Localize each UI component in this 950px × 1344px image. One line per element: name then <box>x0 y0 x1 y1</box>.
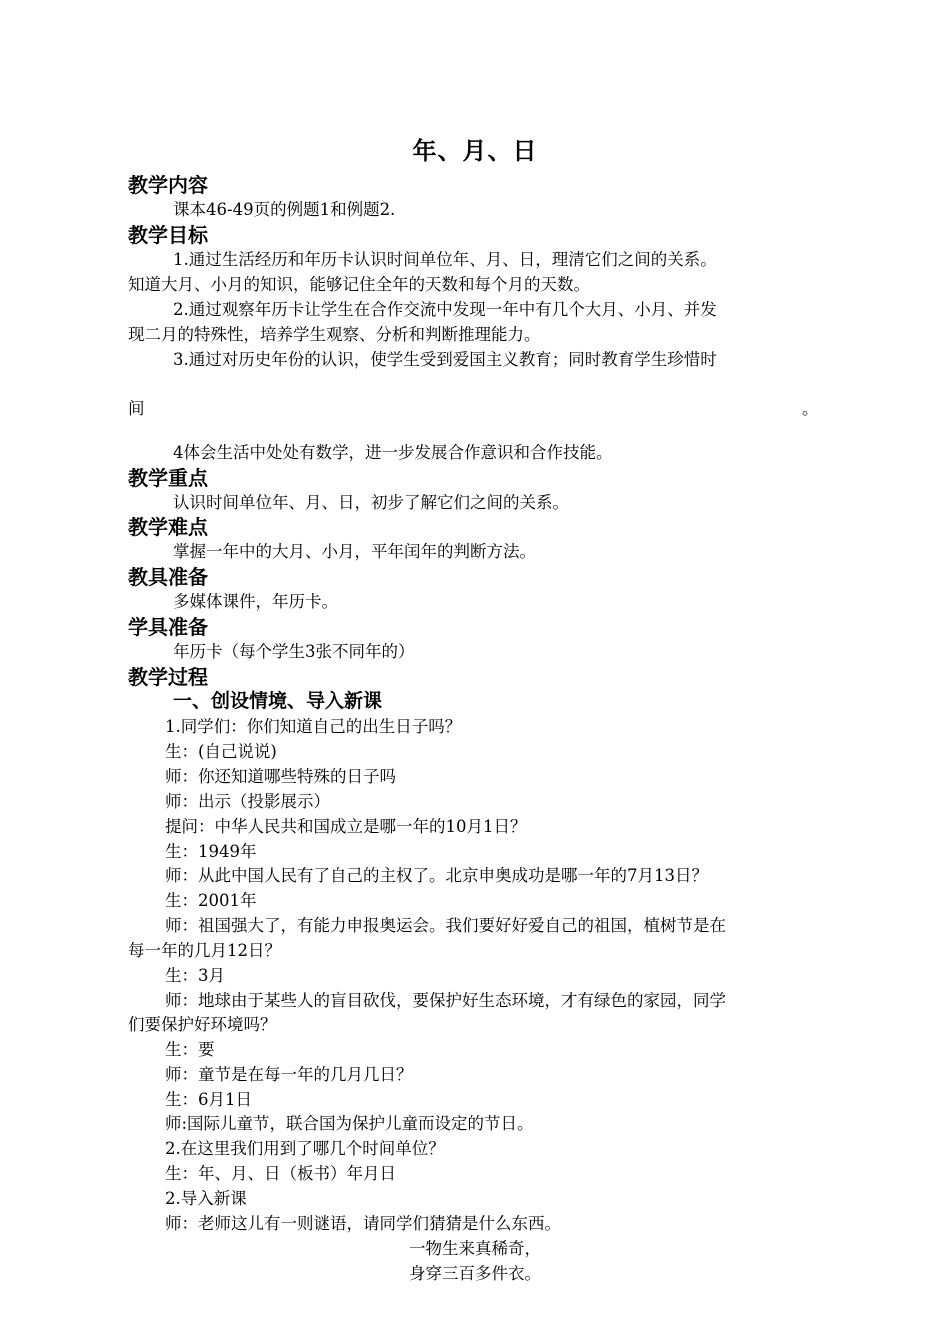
dialogue-line: 生：要 <box>165 1040 215 1059</box>
dialogue-line: 生：1949年 <box>165 842 257 861</box>
goal-3-line-b: 间 <box>128 399 145 418</box>
dialogue-line: 师：出示（投影展示） <box>165 792 330 811</box>
dialogue-line: 生：3月 <box>165 966 225 985</box>
process-subheading: 一、创设情境、导入新课 <box>173 690 383 712</box>
dialogue-line: 师：祖国强大了，有能力申报奥运会。我们要好好爱自己的祖国，植树节是在 <box>165 916 726 935</box>
goal-4: 4体会生活中处处有数学，进一步发展合作意识和合作技能。 <box>173 443 613 462</box>
dialogue-line: 每一年的几月12日？ <box>128 941 281 960</box>
dialogue-line: 提问：中华人民共和国成立是哪一年的10月1日？ <box>165 817 527 836</box>
heading-difficulty: 教学难点 <box>128 515 208 539</box>
teaching-tools-text: 多媒体课件，年历卡。 <box>173 592 338 611</box>
riddle-line-2: 身穿三百多件衣。 <box>409 1264 541 1283</box>
dialogue-line: 2.导入新课 <box>165 1189 247 1208</box>
heading-teaching-tools: 教具准备 <box>128 565 208 589</box>
dialogue-line: 1.同学们：你们知道自己的出生日子吗？ <box>165 717 462 736</box>
dialogue-line: 师：老师这儿有一则谜语，请同学们猜猜是什么东西。 <box>165 1214 561 1233</box>
goal-2-line-a: 2.通过观察年历卡让学生在合作交流中发现一年中有几个大月、小月、并发 <box>173 300 717 319</box>
dialogue-line: 师：你还知道哪些特殊的日子吗 <box>165 767 396 786</box>
dialogue-line: 生：(自己说说) <box>165 742 277 761</box>
dialogue-line: 师：地球由于某些人的盲目砍伐，要保护好生态环境，才有绿色的家园，同学 <box>165 991 726 1010</box>
dialogue-line: 们要保护好环境吗？ <box>128 1015 277 1034</box>
goal-2-line-b: 现二月的特殊性，培养学生观察、分析和判断推理能力。 <box>128 325 541 344</box>
dialogue-line: 师:国际儿童节，联合国为保护儿童而设定的节日。 <box>165 1114 534 1133</box>
goal-3-line-a: 3.通过对历史年份的认识，使学生受到爱国主义教育；同时教育学生珍惜时 <box>173 350 717 369</box>
dialogue-line: 生：6月1日 <box>165 1090 252 1109</box>
heading-key: 教学重点 <box>128 466 208 490</box>
heading-process: 教学过程 <box>128 665 208 689</box>
dialogue-line: 2.在这里我们用到了哪几个时间单位？ <box>165 1139 445 1158</box>
heading-content: 教学内容 <box>128 173 208 197</box>
key-text: 认识时间单位年、月、日，初步了解它们之间的关系。 <box>173 493 569 512</box>
difficulty-text: 掌握一年中的大月、小月，平年闰年的判断方法。 <box>173 542 536 561</box>
content-text: 课本46-49页的例题1和例题2. <box>173 200 396 219</box>
dialogue-line: 师：童节是在每一年的几月几日？ <box>165 1065 413 1084</box>
dialogue-line: 师：从此中国人民有了自己的主权了。北京申奥成功是哪一年的7月13日？ <box>165 866 708 885</box>
heading-goals: 教学目标 <box>128 223 208 247</box>
student-tools-text: 年历卡（每个学生3张不同年的） <box>173 642 415 661</box>
goal-1-line-a: 1.通过生活经历和年历卡认识时间单位年、月、日，理清它们之间的关系。 <box>173 250 717 269</box>
dialogue-line: 生：年、月、日（板书）年月日 <box>165 1164 396 1183</box>
heading-student-tools: 学具准备 <box>128 615 208 639</box>
goal-3-line-c: 。 <box>802 399 819 418</box>
dialogue-line: 生：2001年 <box>165 891 257 910</box>
page-title: 年、月、日 <box>412 137 538 165</box>
goal-1-line-b: 知道大月、小月的知识，能够记住全年的天数和每个月的天数。 <box>128 275 590 294</box>
riddle-line-1: 一物生来真稀奇， <box>409 1239 541 1258</box>
